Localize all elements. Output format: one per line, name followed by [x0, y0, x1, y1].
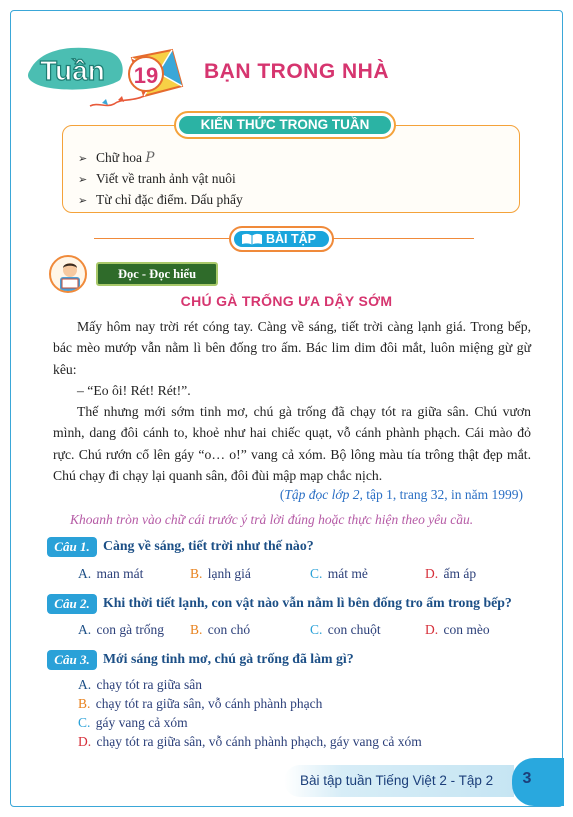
- story-quote: – “Eo ôi! Rét! Rét!”.: [77, 383, 191, 398]
- arrow-bullet-icon: ➢: [78, 152, 88, 165]
- question-3-option-c[interactable]: C. gáy vang cả xóm: [78, 715, 188, 730]
- knowledge-heading: KIẾN THỨC TRONG TUẦN: [179, 116, 391, 134]
- week-number: 19: [133, 63, 159, 88]
- question-3-option-a[interactable]: A. chạy tót ra giữa sân: [78, 677, 203, 692]
- reading-child-icon: [49, 255, 87, 293]
- footer-book-title: Bài tập tuần Tiếng Việt 2 - Tập 2: [300, 773, 494, 788]
- knowledge-heading-pill: [174, 111, 396, 139]
- reading-section-label: [96, 262, 218, 286]
- arrow-bullet-icon: ➢: [78, 194, 88, 207]
- question-1-option-d[interactable]: D. ấm áp: [425, 566, 477, 581]
- citation-details: tập 1, trang 32, in năm 1999): [366, 487, 523, 502]
- week-title: BẠN TRONG NHÀ: [204, 60, 389, 83]
- citation-book: Tập đọc lớp 2,: [284, 487, 363, 502]
- question-3-option-d[interactable]: D. chạy tót ra giữa sân, vỗ cánh phành phạch, gáy vang cả xóm: [78, 734, 422, 749]
- question-2-option-b[interactable]: B. con chó: [190, 622, 251, 637]
- exercise-heading: [234, 231, 329, 247]
- story-title: CHÚ GÀ TRỐNG ƯA DẬY SỚM: [180, 293, 393, 309]
- reading-label-text: Đọc - Đọc hiểu: [117, 267, 197, 281]
- story-paragraph-1: Mấy hôm nay trời rét cóng tay. Càng về sáng, tiết trời càng lạnh giá. Trong bếp, bác mèo mướp vẫn nằm lì bên đống tro ấm. Bác lim dim đôi mắt, luôn miệng gừ gừ kêu:: [53, 319, 531, 377]
- question-3-text: Mới sáng tinh mơ, chú gà trống đã làm gì?: [103, 651, 354, 666]
- question-1-option-b[interactable]: B. lạnh giá: [190, 566, 251, 581]
- arrow-bullet-icon: ➢: [78, 173, 88, 186]
- knowledge-item: [78, 189, 243, 210]
- question-2-tag: Câu 2.: [47, 594, 97, 614]
- script-letter-p: P: [145, 150, 155, 166]
- page-number: 3: [522, 770, 532, 787]
- exercise-heading-pill: [229, 226, 334, 252]
- question-2-option-c[interactable]: C. con chuột: [310, 622, 381, 637]
- question-3-option-b[interactable]: B. chạy tót ra giữa sân, vỗ cánh phành phạch: [78, 696, 323, 711]
- question-1-text: Càng về sáng, tiết trời như thế nào?: [103, 538, 314, 553]
- knowledge-item-text: Chữ hoa: [96, 150, 142, 165]
- instruction-text: Khoanh tròn vào chữ cái trước ý trả lời đúng hoặc thực hiện theo yêu cầu.: [70, 512, 474, 527]
- week-badge: [22, 40, 192, 110]
- citation-open: (: [279, 487, 285, 502]
- knowledge-item: [78, 168, 243, 189]
- knowledge-item-text: Viết về tranh ảnh vật nuôi: [96, 171, 236, 186]
- question-2-option-d[interactable]: D. con mèo: [425, 622, 490, 637]
- question-1-option-c[interactable]: C. mát mẻ: [310, 566, 368, 581]
- question-2-text: Khi thời tiết lạnh, con vật nào vẫn nằm lì bên đống tro ấm trong bếp?: [103, 595, 512, 610]
- week-word: Tuần: [40, 55, 105, 86]
- knowledge-item: [78, 147, 243, 168]
- knowledge-item-text: Từ chỉ đặc điểm. Dấu phẩy: [96, 192, 243, 207]
- knowledge-list: [78, 147, 243, 210]
- story-citation: [280, 487, 523, 503]
- question-1-option-a[interactable]: A. man mát: [78, 566, 144, 581]
- exercise-heading-text: BÀI TẬP: [266, 232, 316, 246]
- question-2-option-a[interactable]: A. con gà trống: [78, 622, 164, 637]
- open-book-icon: [241, 233, 263, 246]
- question-1-tag: Câu 1.: [47, 537, 97, 557]
- story-paragraph-2: Thế nhưng mới sớm tinh mơ, chú gà trống đã chạy tót ra giữa sân. Chú vươn mình, dang đôi cánh to, khoẻ như hai chiếc quạt, vỗ cánh phành phạch. Cái mào đỏ rực. Chú rướn cổ lên gáy “o… o!” vang cả xóm. Bộ lông màu tía trông thật đẹp mắt. Chú chạy đi chạy lại quanh sân, đôi đùi mập mạp chắc nịch.: [53, 404, 531, 483]
- question-3-tag: Câu 3.: [47, 650, 97, 670]
